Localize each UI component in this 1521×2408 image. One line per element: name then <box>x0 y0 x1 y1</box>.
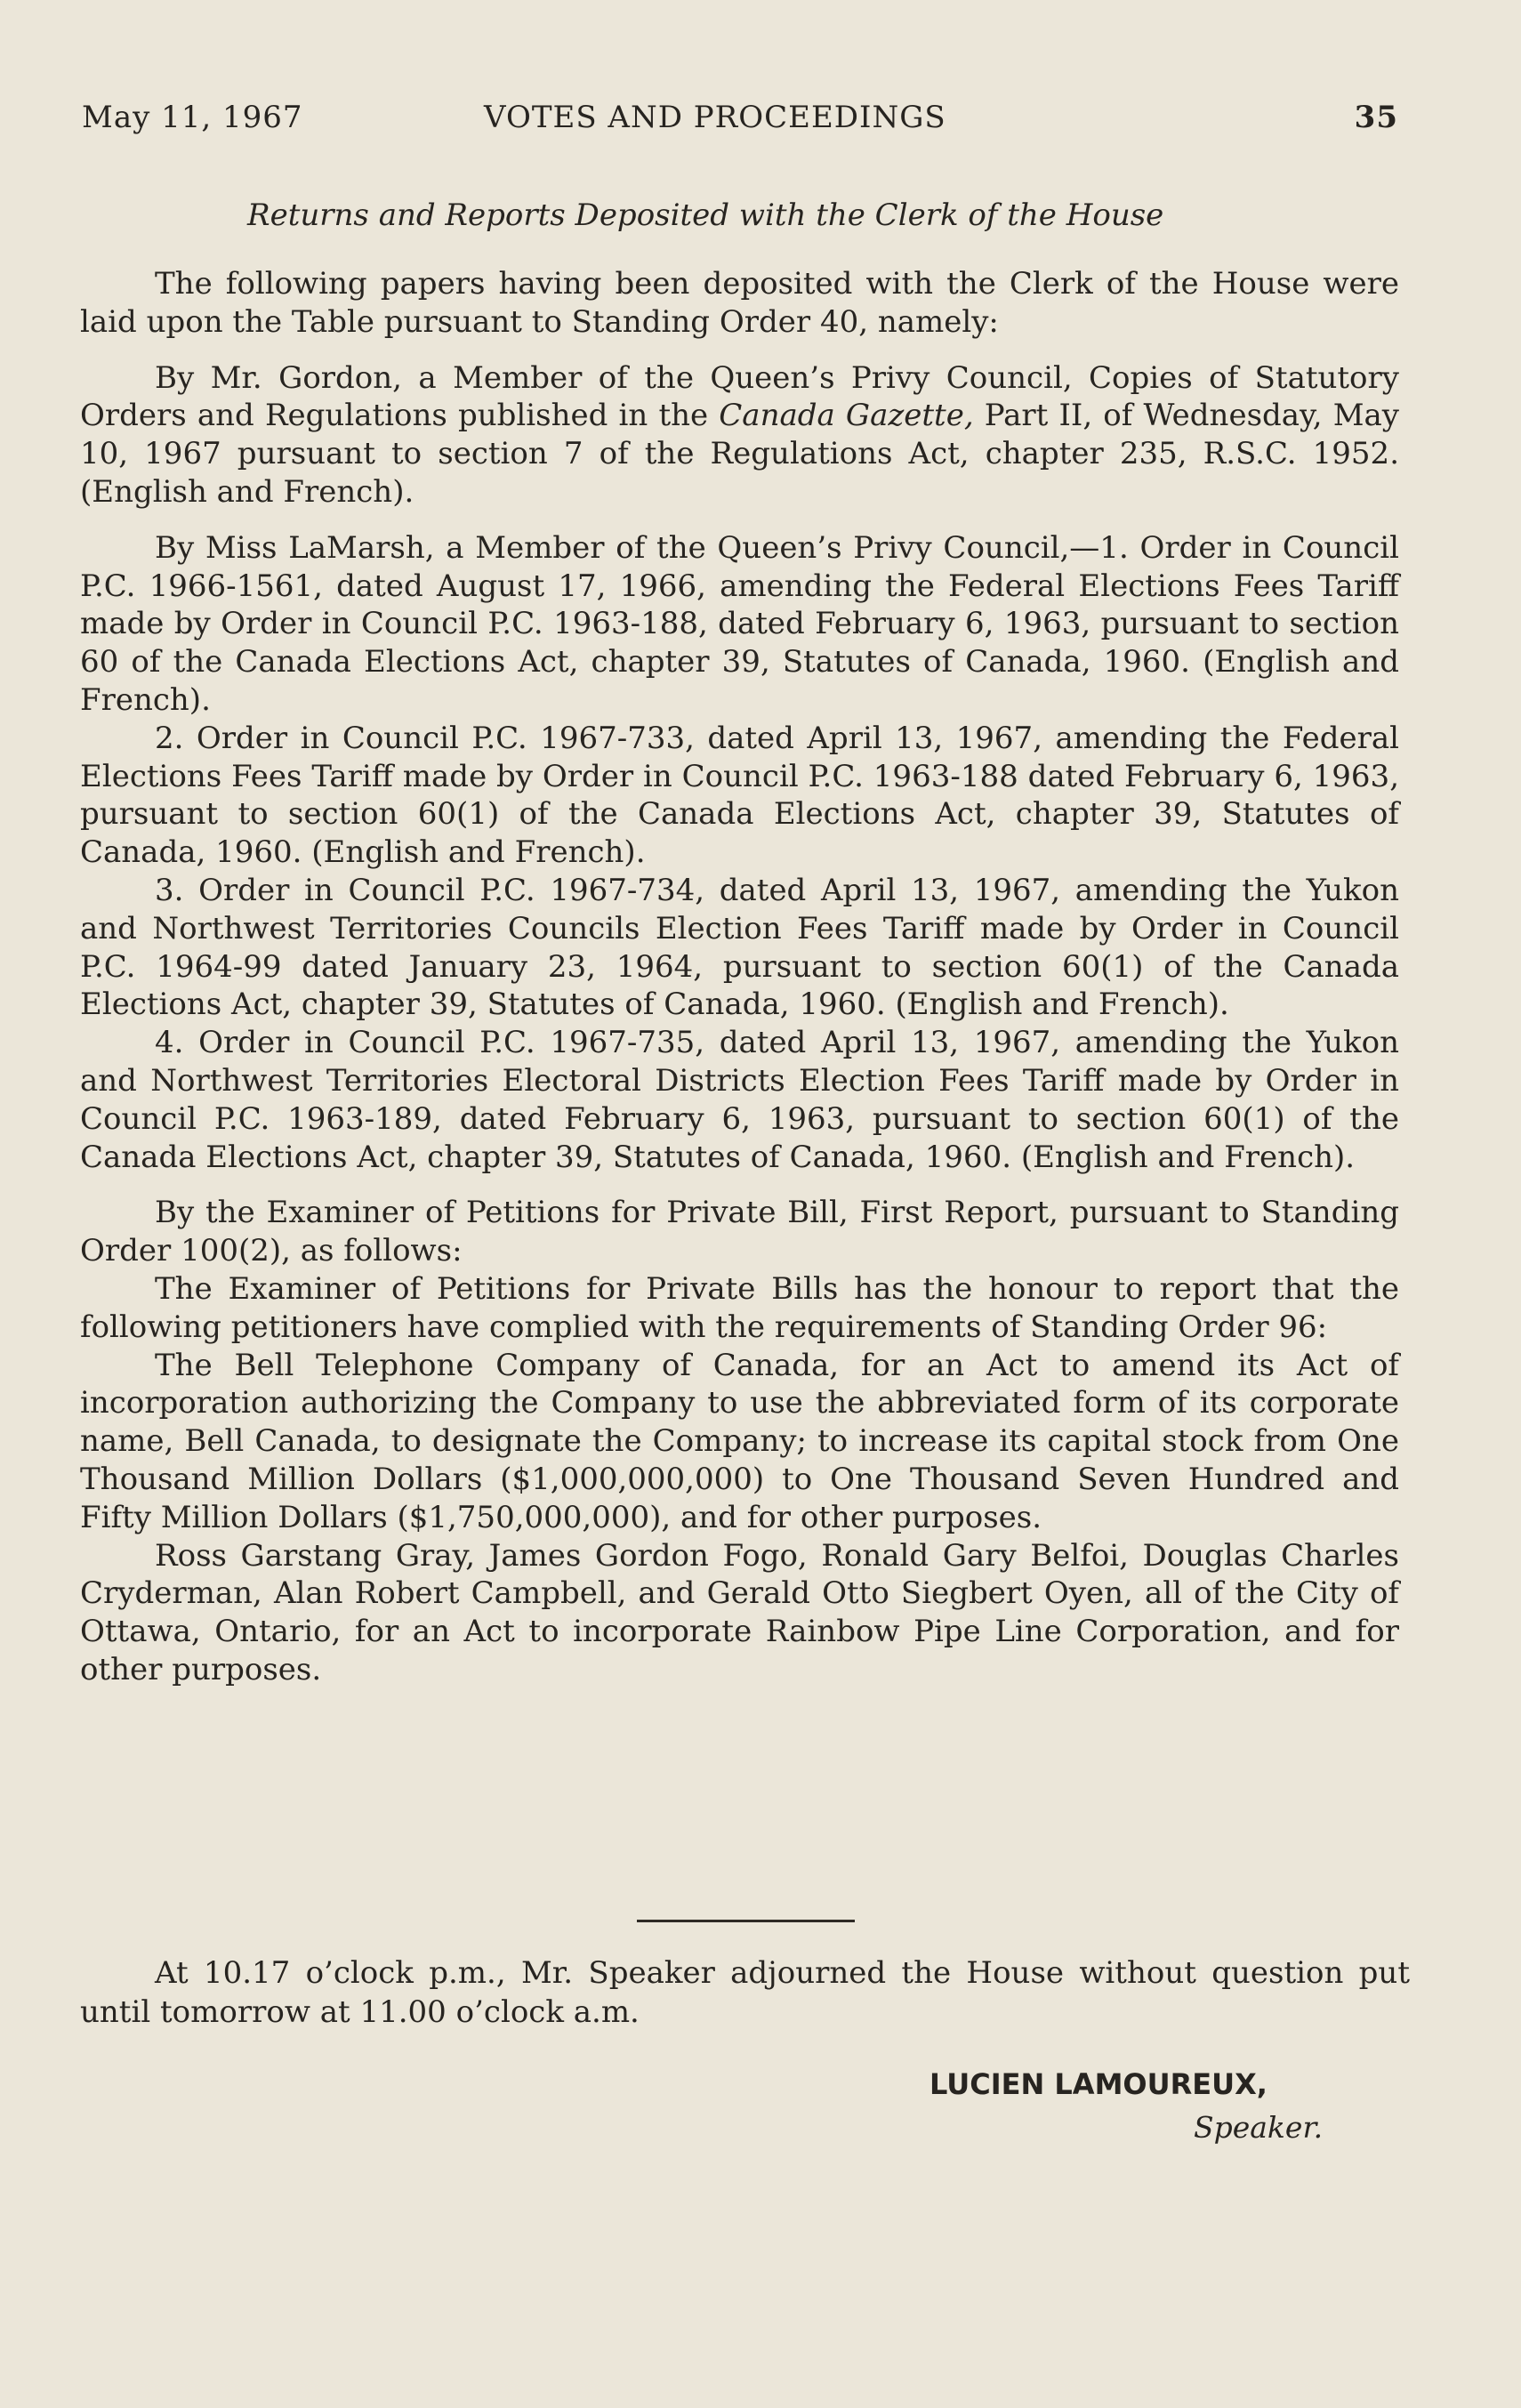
examiner-report-paragraph: The Examiner of Petitions for Private Bills has the honour to report that the following petitioners have complied with the requirements of Standing Order 96: <box>80 1270 1399 1345</box>
intro-paragraph: The following papers having been deposited with the Clerk of the House were laid upon the Table pursuant to Standing Order 40, namely: <box>80 266 1399 340</box>
gordon-text-after: Part II, of Wednesday, May 10, 1967 pursuant to section 7 of the Regulations Act, chapter 235, R.S.C. 1952. (English and French). <box>80 398 1399 510</box>
lamarsh-paragraph-3: 3. Order in Council P.C. 1967-734, dated April 13, 1967, amending the Yukon and Northwest Territories Councils Election Fees Tariff made by Order in Council P.C. 1964-99 dated January 23, 1964, pursuant to section 60(1) of the Canada Elections Act, chapter 39, Statutes of Canada, 1960. (English and French). <box>80 872 1399 1023</box>
gordon-text-before: By Mr. Gordon, a Member of the Queen’s Privy Council, Copies of Statutory Orders and Regulations published in the <box>80 359 1399 434</box>
signature-name: LUCIEN LAMOUREUX, <box>930 2067 1268 2101</box>
header-title: VOTES AND PROCEEDINGS <box>484 100 946 135</box>
rainbow-pipe-line-paragraph: Ross Garstang Gray, James Gordon Fogo, Ronald Gary Belfoi, Douglas Charles Cryderman, Alan Robert Campbell, and Gerald Otto Siegbert Oyen, all of the City of Ottawa, Ontario, for an Act to incorporate Rainbow Pipe Line Corporation, and for other purposes. <box>80 1537 1399 1687</box>
gordon-paragraph <box>80 359 1399 511</box>
section-title: Returns and Reports Deposited with the Clerk of the House <box>247 197 1164 233</box>
adjournment-text: At 10.17 o’clock p.m., Mr. Speaker adjourned the House without question put until tomorrow at 11.00 o’clock a.m. <box>80 1955 1410 2030</box>
lamarsh-paragraph-1: By Miss LaMarsh, a Member of the Queen’s Privy Council,—1. Order in Council P.C. 1966-1561, dated August 17, 1966, amending the Federal Elections Fees Tariff made by Order in Council P.C. 1963-188, dated February 6, 1963, pursuant to section 60 of the Canada Elections Act, chapter 39, Statutes of Canada, 1960. (English and French). <box>80 529 1399 718</box>
header-date: May 11, 1967 <box>82 100 303 135</box>
lamarsh-paragraph-4: 4. Order in Council P.C. 1967-735, dated April 13, 1967, amending the Yukon and Northwest Territories Electoral Districts Election Fees Tariff made by Order in Council P.C. 1963-189, dated February 6, 1963, pursuant to section 60(1) of the Canada Elections Act, chapter 39, Statutes of Canada, 1960. (English and French). <box>80 1025 1399 1175</box>
page-number: 35 <box>1354 100 1398 135</box>
section-divider <box>637 1920 855 1922</box>
bell-telephone-paragraph: The Bell Telephone Company of Canada, for an Act to amend its Act of incorporation authorizing the Company to use the abbreviated form of its corporate name, Bell Canada, to designate the Company; to increase its capital stock from One Thousand Million Dollars ($1,000,000,000) to One Thousand Seven Hundred and Fifty Million Dollars ($1,750,000,000), and for other purposes. <box>80 1347 1399 1535</box>
canada-gazette-title: Canada Gazette, <box>719 398 974 434</box>
document-body <box>80 265 1399 1689</box>
signature-title: Speaker. <box>1194 2110 1324 2145</box>
examiner-paragraph: By the Examiner of Petitions for Private Bill, First Report, pursuant to Standing Order 100(2), as follows: <box>80 1195 1399 1269</box>
closing-paragraph <box>80 1953 1410 2032</box>
lamarsh-paragraph-2: 2. Order in Council P.C. 1967-733, dated April 13, 1967, amending the Federal Elections Fees Tariff made by Order in Council P.C. 1963-188 dated February 6, 1963, pursuant to section 60(1) of the Canada Elections Act, chapter 39, Statutes of Canada, 1960. (English and French). <box>80 720 1399 871</box>
page-header <box>82 100 1398 142</box>
